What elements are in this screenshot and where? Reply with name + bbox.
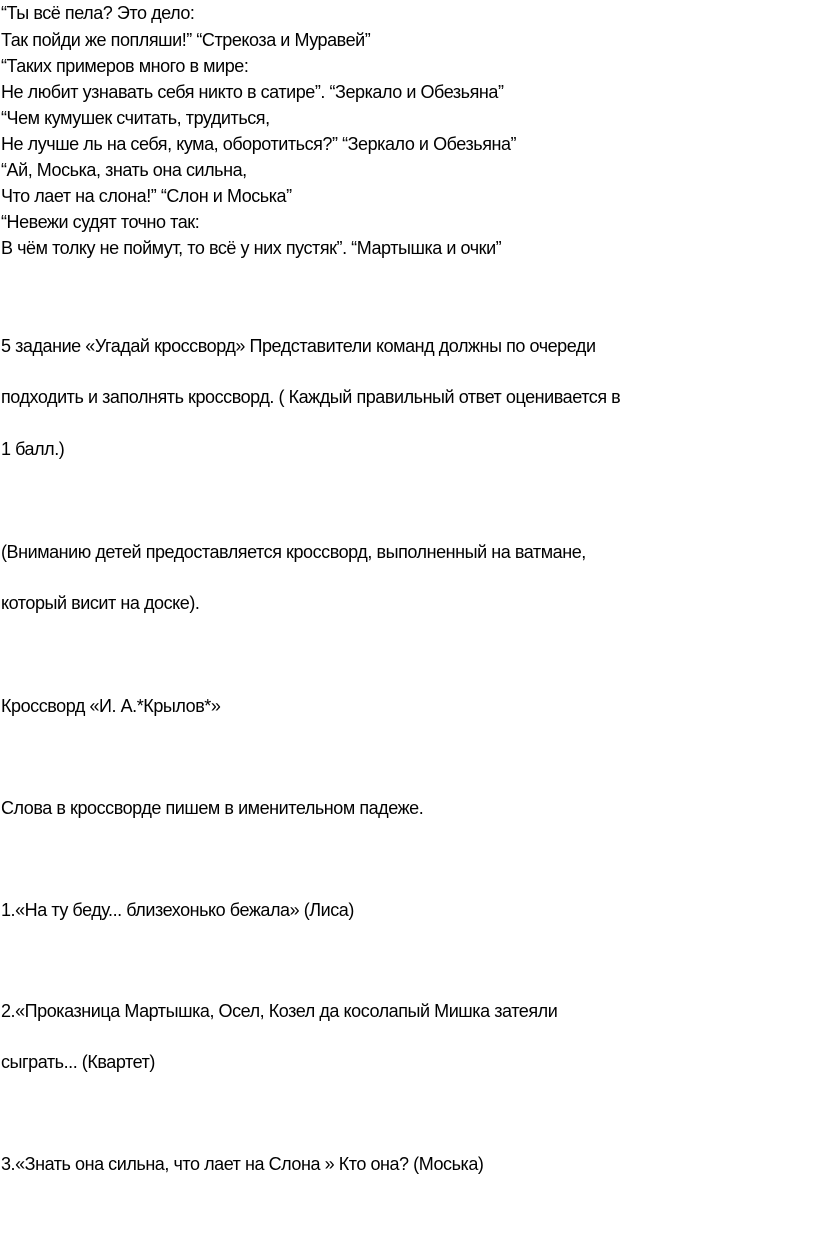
quote-line: Не лучше ль на себя, кума, оборотиться?” “Зеркало и Обезьяна” (1, 134, 517, 154)
quote-line: “Ты всё пела? Это дело: (1, 3, 195, 23)
crossword-title: Кроссворд «И. А.*Крылов*» (1, 696, 221, 716)
question-item: 3.«Знать она сильна, что лает на Слона » Кто она? (Моська) (1, 1154, 484, 1174)
question-item: 1.«На ту беду... близехонько бежала» (Лиса) (1, 900, 354, 920)
quote-line: “Невежи судят точно так: (1, 212, 200, 232)
quote-line: “Таких примеров много в мире: (1, 56, 249, 76)
task-text: подходить и заполнять кроссворд. ( Каждый правильный ответ оценивается в (1, 387, 621, 407)
question-item: 2.«Проказница Мартышка, Осел, Козел да косолапый Мишка затеяли (1, 1001, 558, 1021)
quote-line: “Чем кумушек считать, трудиться, (1, 108, 270, 128)
quote-line: Так пойди же попляши!” “Стрекоза и Муравей” (1, 30, 371, 50)
question-item: сыграть... (Квартет) (1, 1052, 155, 1072)
quote-line: “Ай, Моська, знать она сильна, (1, 160, 247, 180)
note-text: (Вниманию детей предоставляется кроссворд, выполненный на ватмане, (1, 542, 586, 562)
task-text: 5 задание «Угадай кроссворд» Представители команд должны по очереди (1, 336, 596, 356)
task-text: 1 балл.) (1, 439, 65, 459)
note-text: который висит на доске). (1, 593, 200, 613)
quote-line: Не любит узнавать себя никто в сатире”. “Зеркало и Обезьяна” (1, 82, 504, 102)
instruction-text: Слова в кроссворде пишем в именительном падеже. (1, 798, 424, 818)
quote-line: В чём толку не поймут, то всё у них пустяк”. “Мартышка и очки” (1, 238, 502, 258)
quote-line: Что лает на слона!” “Слон и Моська” (1, 186, 292, 206)
